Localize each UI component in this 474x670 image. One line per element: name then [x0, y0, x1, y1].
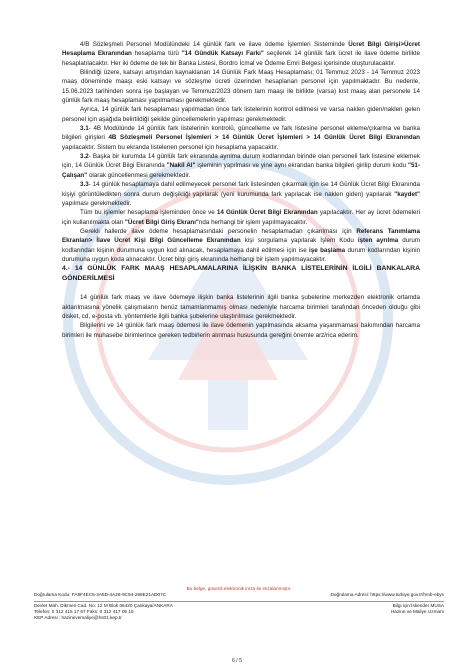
paragraph	[62, 68, 420, 105]
text-run: Gerekli hallerde ilave ödeme hesaplamasındaki personelin hesaplamadan çıkarılması için	[80, 227, 357, 235]
paragraph	[62, 180, 420, 208]
bold-text: 14 Günlük Ücret Bilgi Ekranından	[216, 209, 318, 217]
text-run: 14 günlük fark maaş ve ilave ödemeye ilişkin banka listelerinin ilgili banka şubelerine merkezden elektronik ortamda aktarılmasına yönelik çalışmaların henüz tamamlanmamış olması nedeniyle harcama birimleri tarafından önceden olduğu gibi disket, cd, e-posta vb. yöntemlerle ilgili banka şubelerine ulaştırılması gerekmektedir.	[62, 294, 420, 320]
text-run: Ayrıca, 14 günlük fark hesaplaması yapılmadan önce fark listelerinin kontrol edilmesi ve varsa naklen giden/naklen gelen personel için aşağıda belirtildiği şekilde güncellemelerin yapılması gerekmektedir.	[62, 106, 420, 123]
paragraph	[62, 40, 420, 68]
text-run: Tüm bu işlemler hesaplama işleminden önce ve	[80, 209, 217, 217]
text-run: Bilindiği üzere, katsayı artışından kaynaklanan 14 Günlük Fark Maaş Hesaplaması; 01 Temmuz 2023 - 14 Temmuz 2023 maaş döneminde maaşı eski katsayı ve sözleşme ücreti üzerinden hesaplanan personel için yapılmaktadır. Bu nedenle, 15.06.2023 tarihinden sonra işe başlayan ve Temmuz/2023 dönem tam maaşı ile birlikte (varsa) kıst maaş alan personele 14 günlük fark maaş hesaplaması yapılmaması gerekmektedir.	[62, 69, 420, 105]
contact-person: Bilgi için:İskender MUSA	[392, 602, 444, 608]
address-text: Devlet Mah. Dikmen Cad. No: 12 M Blok 06420 Çankaya/ANKARA	[34, 602, 173, 608]
bold-text: "Ücret Bilgi Giriş Ekranı"	[124, 218, 199, 226]
bold-text: 3.1	[80, 125, 89, 133]
page-number: 6 / 5	[231, 658, 243, 664]
text-run: yapılması gerekmektedir.	[62, 199, 132, 207]
contact-title: Hazine ve Maliye Uzmanı	[390, 608, 444, 614]
bold-text: Referans Tanımlama Ekranları> İlave Ücret Kişi Bilgi Güncelleme Ekranından	[62, 227, 420, 245]
text-run: - Başka bir kurumda 14 günlük fark ekranında ayrılma durum kodlarından birinde olan personeli fark listesine eklemek için, 14 Günlük Ücret Bilgi Ekranında	[62, 153, 420, 170]
text-run: işleminin yapılması ve yine aynı ekrandan banka bilgileri girilip durum kodu	[195, 162, 408, 170]
bold-text: 4B Sözleşmeli Personel İşlemleri > 14 Günlük Ücret İşlemleri > 14 Günlük Ücret Bilgi Ekranından	[108, 134, 420, 142]
paragraph	[62, 293, 420, 321]
text-run: yapılacaktır. Her ay ücret ödemeleri için kullanılmakta olan	[62, 209, 421, 226]
text-run: yapılacaktır. Sistem bu ekranda listelenen personel için hesaplama yapacaktır.	[62, 143, 279, 151]
bold-text: 3.2	[80, 153, 89, 161]
text-run: durum kodlarından kişinin durumuna uygun kod alınacak, hesaplamaya dahil edilmesi için ise	[62, 237, 421, 254]
paragraph	[62, 152, 420, 180]
phone-text: Telefon: 0 312 415 17 67 Faks: 0 312 417 05 15	[34, 608, 134, 614]
text-run: kişi sorgulama yapılarak İşlem Kodu	[240, 237, 358, 245]
paragraph	[62, 124, 420, 152]
spacer	[62, 284, 420, 293]
bold-text: "Nakil Al"	[166, 162, 196, 170]
paragraph	[62, 227, 420, 264]
document-body	[62, 40, 420, 340]
kep-address[interactable]: KEP Adresi : hazinevemaliye@hs01.kep.tr	[34, 615, 122, 621]
text-run: - 4B Modülünde 14 günlük fark listelerinin kontrolü, güncelleme ve fark listesine personel ekleme/çıkarma ve banka bilgileri girişleri	[62, 125, 420, 142]
bold-text: "51- Çalışan"	[62, 162, 420, 179]
bold-text: işten ayrılma	[357, 237, 399, 245]
verification-address[interactable]: Doğrulama Adresi: https://www.turkiye.gov.tr/hmb-ebys	[330, 592, 444, 598]
text-run: durum kodlarından kişinin durumuna uygun koda alınacaktır. Ücret bilgi giriş ekranında herhangi bir işlem yapılmayacaktır.	[62, 246, 420, 263]
document-footer	[34, 586, 444, 621]
bold-text: işe başlama	[309, 246, 346, 254]
section-heading: 4.- 14 GÜNLÜK FARK MAAŞ HESAPLAMALARINA İLİŞKİN BANKA LİSTELERİNİN İLGİLİ BANKALARA GÖNDERİLMESİ	[62, 265, 420, 283]
verification-code: Doğrulama Kodu: FA9F4EC5-3A5D-4A26-9C94-268E21AD07C	[34, 592, 167, 598]
bold-text: "14 Gündük Katsayı Farkı"	[181, 50, 264, 58]
text-run: hesaplama türü	[131, 50, 182, 58]
footer-divider	[34, 601, 444, 602]
paragraph	[62, 208, 420, 227]
text-run: 4/B Sözleşmeli Personel Modülündeki 14 günlük fark ve ilave ödeme İşlemleri Sisteminde	[80, 41, 349, 48]
text-run: olarak güncellenmesi gerekmektedir.	[87, 171, 191, 179]
bold-text: Ücret Bilgi Girişi>Ücret Hesaplama Ekranından	[62, 41, 420, 58]
text-run: Bilgilerini ve 14 günlük fark maaş ödemesi ile ilave ödemenin yapılmasında aksama yaşanmaması bakımından harcama birimleri ile muhasebe birimlerince gereken tedbirlerin alınması hususunda gereğini önemle arz/rica ederim.	[62, 322, 420, 339]
text-run: nda herhangi bir işlem yapılmayacaktır.	[198, 218, 308, 226]
bold-text: 3.3	[80, 181, 89, 189]
paragraph	[62, 321, 420, 340]
paragraph	[62, 105, 420, 124]
bold-text: "kaydet"	[394, 190, 420, 198]
signature-note: Bu belge, güvenli elektronik imza ile imzalanmıştır.	[186, 586, 292, 591]
text-run: seçilerek 14 günlük fark ücret ile ilave ödeme birlikte hesaplatılacaktır. Her iki ödeme de tek bir Banka Listesi, Bordro İcmal ve Ödeme Emri Belgesi içerisinde oluşturulacaktır.	[62, 50, 421, 67]
text-run: - 14 günlük hesaplamaya dahil edilmeyecek personel fark listesinden çıkarmak için ise 14 Günlük Ücret Bilgi Ekranında kişiyi görüntüledikten sonra durum değişikliği yapılarak (yeni kurumunda fark yapılacak ise naklen giden) yapılarak	[62, 181, 420, 198]
